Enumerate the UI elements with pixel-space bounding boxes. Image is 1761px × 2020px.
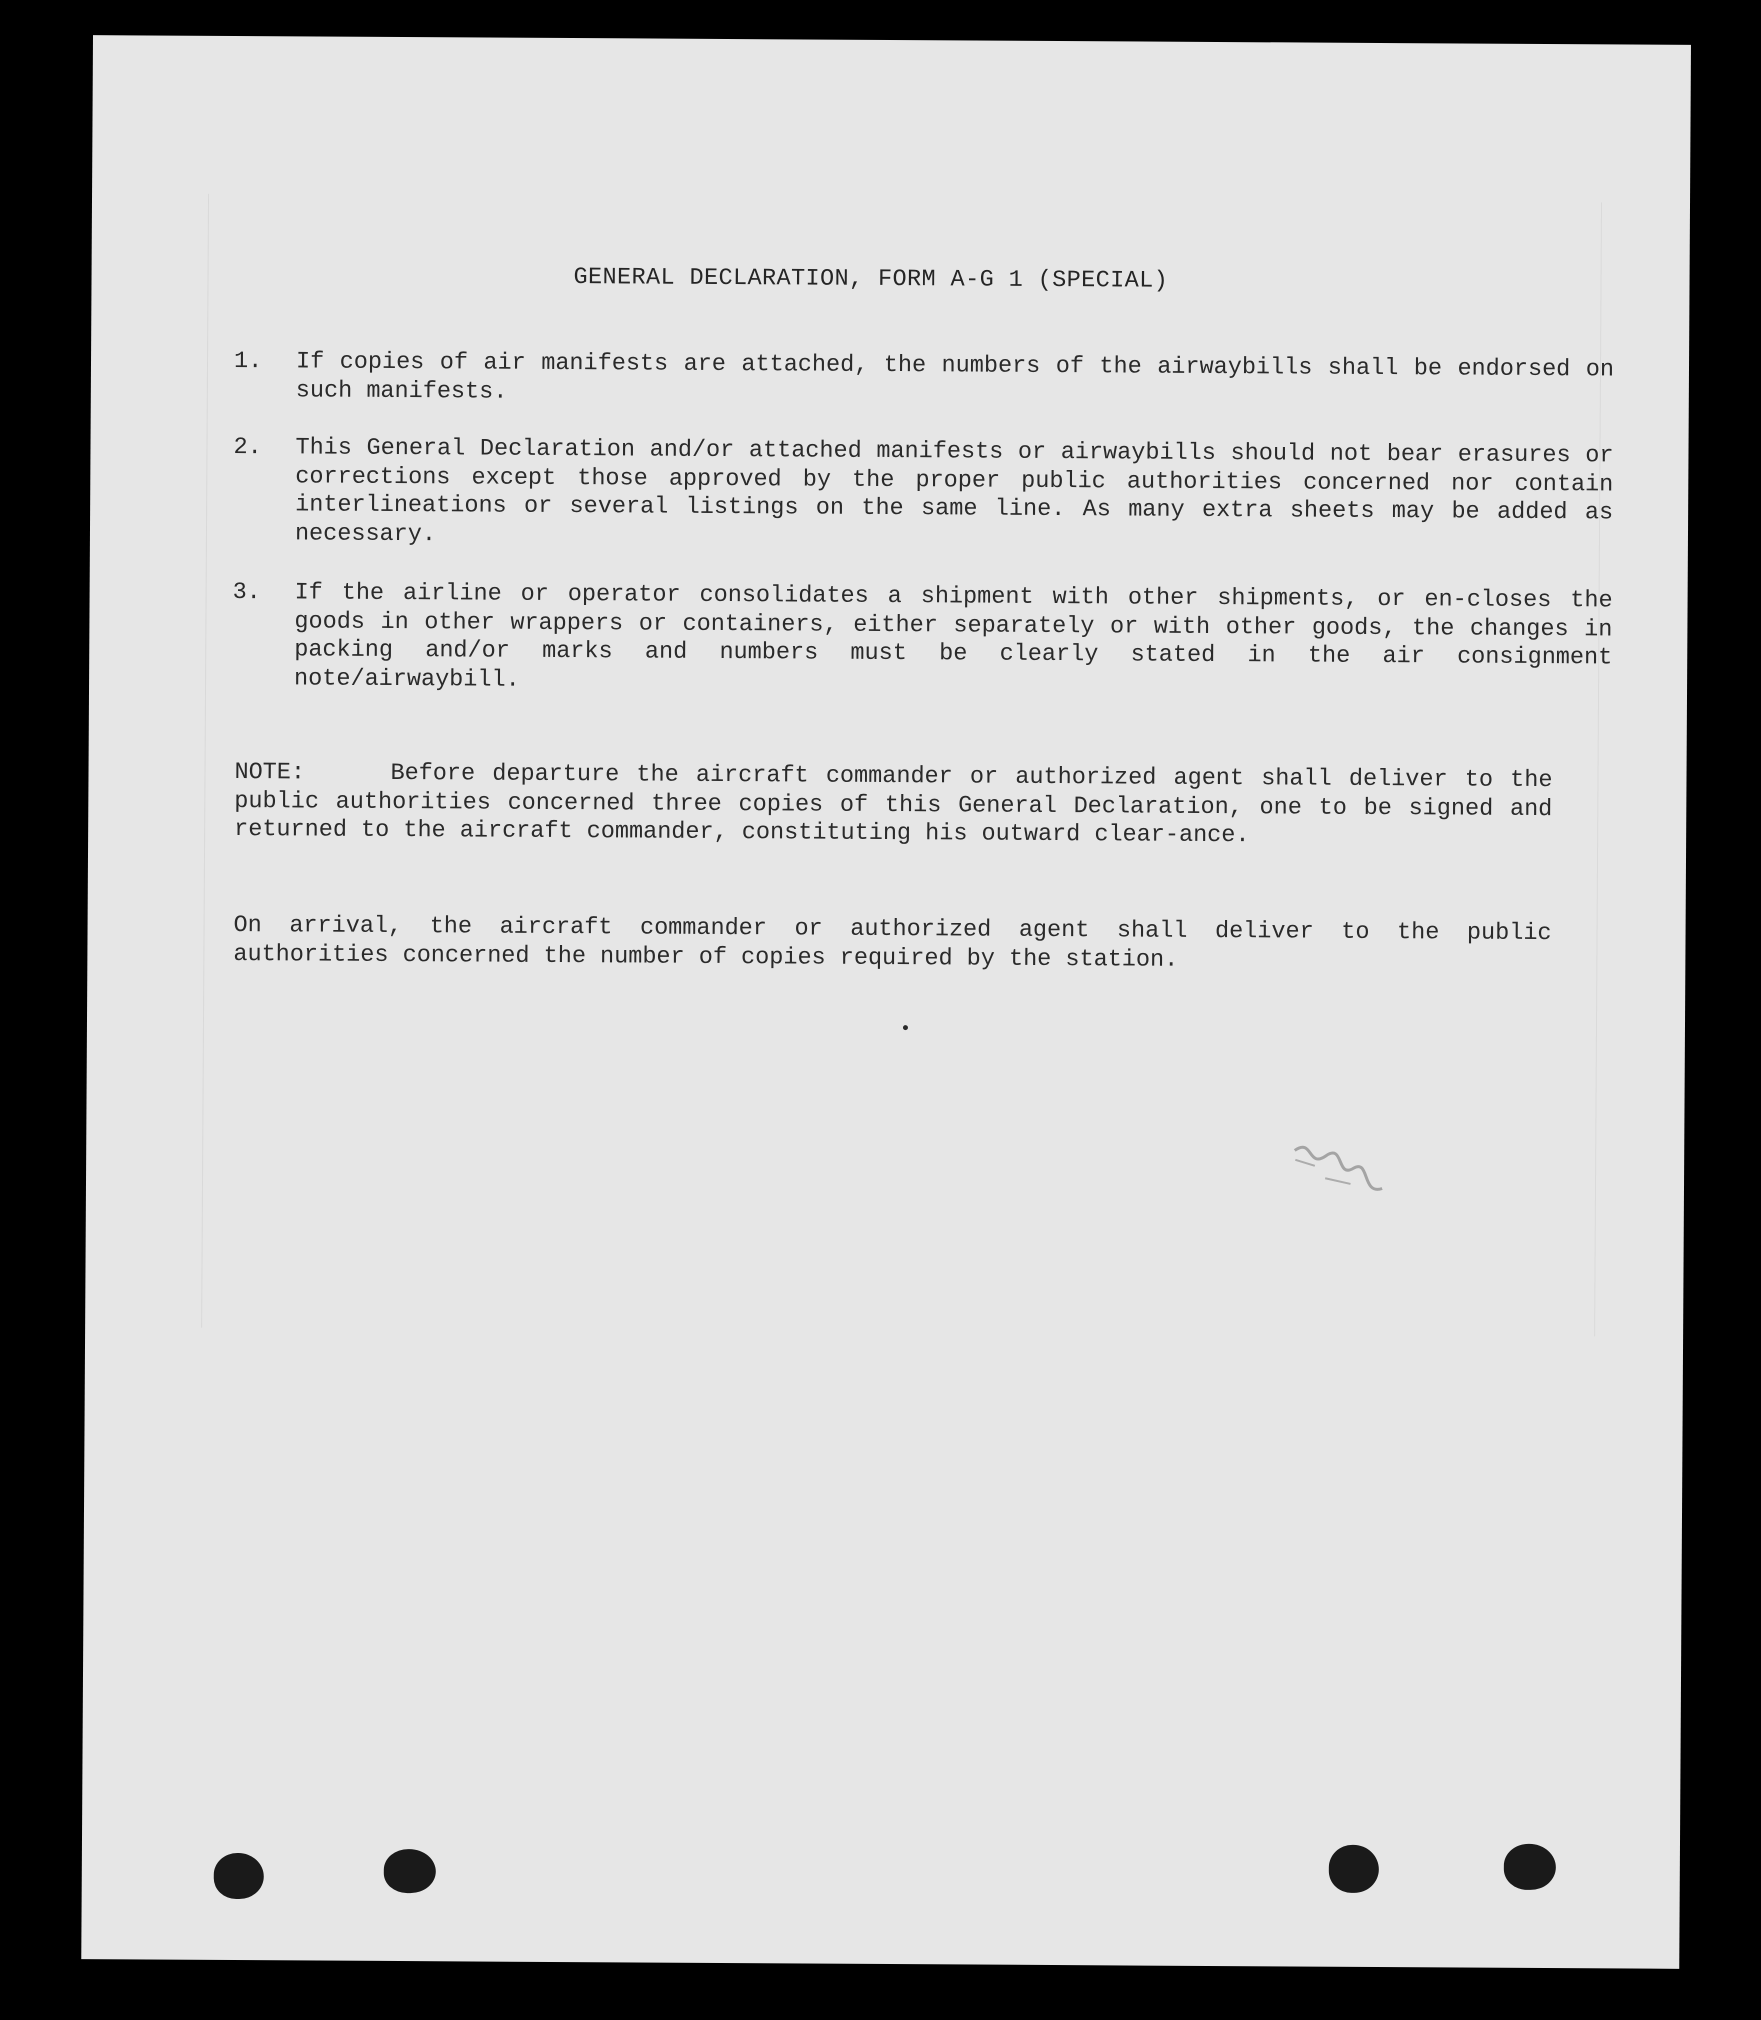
item-number: 3. [232,578,261,607]
item-text: This General Declaration and/or attached manifests or airwaybills should not bear erasures or corrections except those approved by the proper public authorities concerned nor contain interlineations or several listings on the same line. As many extra sheets may be added as necessary. [294,434,1614,548]
document-title: GENERAL DECLARATION, FORM A-G 1 (SPECIAL) [573,264,1169,295]
punch-hole [1329,1845,1379,1893]
note-text: Before departure the aircraft commander or authorized agent shall deliver to the public authorities concerned three copies of this General Declaration, one to be signed and returned to the aircraft commander, constituting his outward clear-ance. [234,759,1553,850]
instruction-item-2 [233,434,1614,556]
note-label: NOTE: [234,758,306,787]
item-text: If copies of air manifests are attached, the numbers of the airwaybills shall be endorsed on such manifests. [295,348,1615,406]
item-number: 2. [233,433,262,462]
item-text: If the airline or operator consolidates a shipment with other shipments, or en-closes the goods in other wrappers or containers, either separately or with other goods, the changes in packing and/or marks and numbers must be clearly stated in the air consignment note/airwaybill. [294,579,1613,694]
instruction-item-3 [232,579,1613,701]
item-number: 1. [233,347,263,376]
note-paragraph [234,759,1552,853]
ink-speck [903,1025,908,1030]
arrival-paragraph: On arrival, the aircraft commander or authorized agent shall deliver to the public authorities concerned the number of copies required by the station. [233,911,1552,974]
document-page [81,35,1691,1969]
instruction-item-1 [234,348,1614,413]
punch-hole [214,1853,264,1899]
punch-hole [1504,1844,1556,1890]
punch-hole [384,1849,436,1893]
